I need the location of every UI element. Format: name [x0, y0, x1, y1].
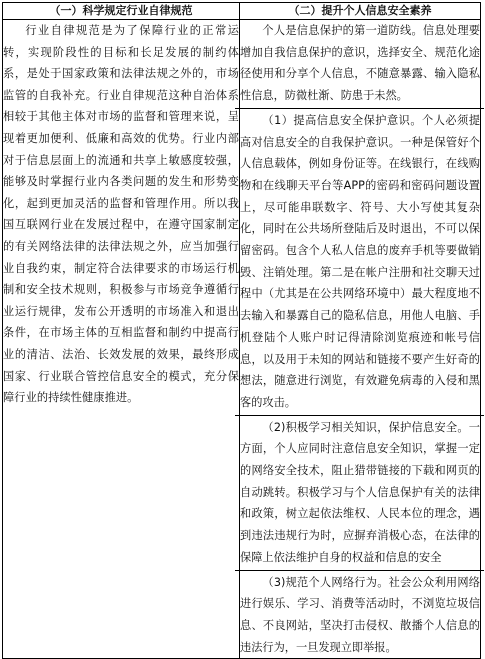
section-divider — [235, 108, 484, 109]
industry-self-regulation-paragraph: 行业自律规范是为了保障行业的正常运转，实现阶段性的目标和长足发展的制约体系，是处于国家政策和法律法规之外的，市场监管的自我补充。行业自律规范这种自治体系相较于其他主体对市场的监督和管理来说，呈现着更加便利、低廉和高效的优势。行业内部对于信息层面上的流通和共享上敏感度较强，能够及时掌握行业内各类问题的发生和形势变化，起到更加灵活的监督和管理作用。所以我国互联网行业在发展过程中，在遵守国家制定的有关网络法律的法律法规之外，应当加强行业自我约束，制定符合法律要求的市场运行机制和安全技术规则，积极参与市场竞争遵循行业运行规律，发布公开透明的市场准入和退出条件，在市场主体的互相监督和制约中提高行业的清洁、法治、长效发展的效果，最终形成国家、行业联合管控信息安全的模式，充分保障行业的持续性健康推进。 — [3, 24, 239, 405]
intro-text: 个人是信息保护的第一道防线。信息处理要增加自我信息保护的意识，选择安全、规范化途径使用和分享个人信息，不随意暴露、输入隐私性信息，防微杜渐、防患于未然。 — [240, 24, 480, 103]
right-column-header: （二）提升个人信息安全素养 — [240, 3, 481, 20]
section-divider — [235, 570, 484, 571]
left-column-header: （一）科学规定行业自律规范 — [3, 3, 240, 20]
knowledge-text: （2)积极学习相关知识，保护信息安全。一方面，个人应同时注意信息安全知识，掌握一定的网络安全技术，阻止猎带链接的下载和网页的自动跳转。积极学习与个人信息保护有关的法律和政策，树立起依法维权、人民本位的理念，遇到违法违规行为时，应摒弃消极心态，在法律的保障上依法维护自身的权益和信息的安全 — [240, 420, 480, 564]
left-content-cell — [3, 20, 240, 659]
right-content-cell — [240, 20, 481, 659]
network-behavior-section — [240, 572, 480, 659]
section-divider — [235, 415, 484, 416]
personal-protection-intro — [240, 20, 480, 107]
behavior-text: （3)规范个人网络行为。社会公众利用网络进行娱乐、学习、消费等活动时，不浏览垃圾信息、不良网站，坚决打击侵权、散播个人信息的违法行为，一旦发现立即举报。 — [240, 575, 480, 654]
learn-knowledge-section — [240, 417, 480, 569]
security-awareness-section — [240, 110, 480, 414]
awareness-text: （1）提高信息安全保护意识。个人必须提高对信息安全的自我保护意识。一种是保管好个人信息载体，例如身份证等。在线银行，在线购物和在线聊天平台等APP的密码和密码问题设置上，尽可能串联数字、符号、大小写使其复杂化，同时在公共场所登陆后及时退出，不可以保留密码。包含个人私人信息的废弃手机等要做销毁、注销处理。第二是在帐户注册和社交聊天过程中（尤其是在公共网络环境中）最大程度地不去输入和暴露自己的隐私信息，用他人电脑、手机登陆个人账户时记得清除浏览痕迹和帐号信息，以及用于未知的网站和链接不要产生好奇的想法，随意进行浏览，有效避免病毒的入侵和黑客的攻击。 — [240, 113, 480, 409]
document-table — [2, 2, 481, 659]
